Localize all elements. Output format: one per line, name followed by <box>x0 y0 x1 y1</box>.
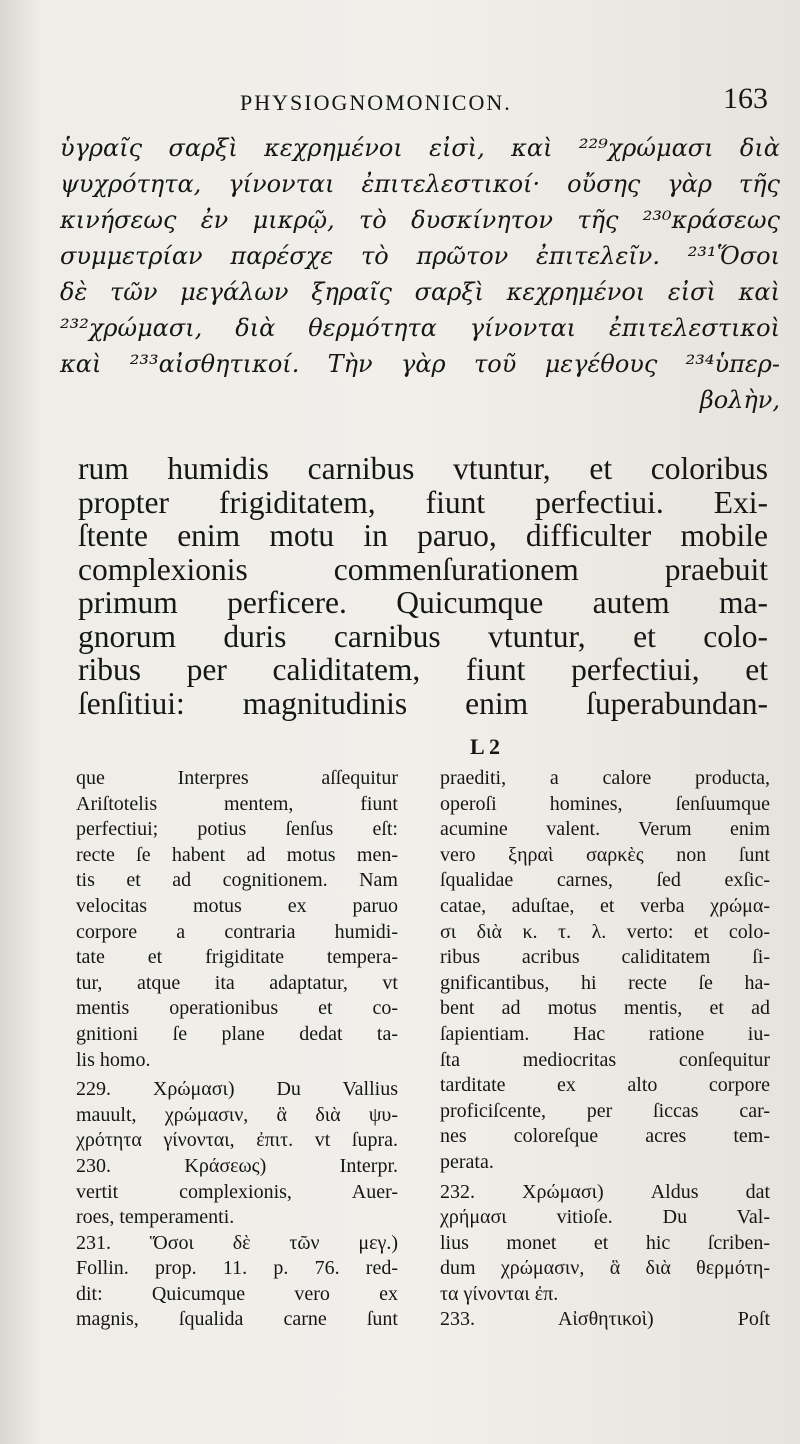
latin-line: ſtente enim motu in paruo, difficulter mobile <box>78 518 768 553</box>
page-header <box>240 82 780 122</box>
note-line: bent ad motus mentis, et ad <box>440 997 770 1020</box>
note-line: perfectiui; potius ſenſus eſt: <box>76 818 398 841</box>
greek-line: ψυχρότητα, γίνονται ἐπιτελεστικοί· οὔσης γὰρ τῆς <box>60 170 780 198</box>
latin-line: ſenſitiui: magnitudinis enim ſuperabundan- <box>78 685 768 721</box>
note-line: perata. <box>440 1150 494 1173</box>
latin-line: rum humidis carnibus vtuntur, et coloribus <box>78 451 768 486</box>
note-line: Follin. prop. 11. p. 76. red- <box>76 1257 398 1280</box>
notes-left-column <box>76 766 398 1333</box>
note-line: acumine valent. Verum enim <box>440 818 770 841</box>
greek-line: κινήσεως ἐν μικρῷ, τὸ δυσκίνητον τῆς ²³⁰κράσεως <box>60 206 780 234</box>
running-title: PHYSIOGNOMONICON. <box>240 90 512 115</box>
note-line: que Interpres aſſequitur <box>76 767 398 789</box>
note-line: roes, temperamenti. <box>76 1206 235 1229</box>
note-line: 233. Αἰσθητικοὶ) Poſt <box>440 1308 770 1331</box>
note-line: magnis, ſqualida carne ſunt <box>76 1308 398 1331</box>
greek-line: βολὴν, <box>699 386 780 414</box>
latin-line: gnorum duris carnibus vtuntur, et colo- <box>78 618 768 654</box>
note-line: velocitas motus ex paruo <box>76 894 398 917</box>
note-line: proficiſcente, per ſiccas car- <box>440 1099 770 1122</box>
greek-line: δὲ τῶν μεγάλων ξηραῖς σαρξὶ κεχρημένοι εἰσὶ καὶ <box>60 278 780 306</box>
note-line: praediti, a calore producta, <box>440 767 770 789</box>
note-line: ribus acribus caliditatem ſi- <box>440 946 770 969</box>
note-line: Ariſtotelis mentem, fiunt <box>76 792 398 815</box>
greek-line: ²³²χρώμασι, διὰ θερμότητα γίνονται ἐπιτελεστικοὶ <box>60 314 780 342</box>
note-line: catae, aduſtae, et verba χρώμα- <box>440 894 770 917</box>
greek-text-block <box>60 130 780 418</box>
note-line: tur, atque ita adaptatur, vt <box>76 971 398 994</box>
note-line: ſqualidae carnes, ſed exſic- <box>440 869 770 892</box>
note-line: mauult, χρώμασιν, ἃ διὰ ψυ- <box>76 1103 398 1126</box>
note-line: dum χρώμασιν, ἃ διὰ θερμότη- <box>440 1257 770 1280</box>
note-line: 230. Κράσεως) Interpr. <box>76 1154 398 1177</box>
page-number: 163 <box>723 82 768 115</box>
note-line: tis et ad cognitionem. Nam <box>76 869 398 892</box>
note-line: corpore a contraria humidi- <box>76 920 398 943</box>
note-line: dit: Quicumque vero ex <box>76 1282 398 1305</box>
notes-right-column <box>440 766 770 1333</box>
note-line: vero ξηραὶ σαρκὲς non ſunt <box>440 843 770 866</box>
note-line: ſta mediocritas conſequitur <box>440 1048 770 1071</box>
latin-line: ribus per caliditatem, fiunt perfectiui, et <box>78 652 768 687</box>
note-line: lius monet et hic ſcriben- <box>440 1231 770 1254</box>
signature-mark: L 2 <box>470 734 500 759</box>
note-line: mentis operationibus et co- <box>76 997 398 1020</box>
note-line: 229. Χρώμασι) Du Vallius <box>76 1078 398 1101</box>
note-line: 231. Ὅσοι δὲ τῶν μεγ.) <box>76 1231 398 1254</box>
note-line: χρήμασι vitioſe. Du Val- <box>440 1206 770 1229</box>
note-line: σι διὰ κ. τ. λ. verto: et colo- <box>440 920 770 943</box>
latin-line: complexionis commenſurationem praebuit <box>78 551 768 587</box>
note-line: 232. Χρώμασι) Aldus dat <box>440 1180 770 1203</box>
note-line: tarditate ex alto corpore <box>440 1074 770 1097</box>
note-line: χρότητα γίνονται, ἐπιτ. vt ſupra. <box>76 1129 398 1152</box>
latin-line: primum perficere. Quicumque autem ma- <box>78 585 768 620</box>
note-line: tate et frigiditate tempera- <box>76 946 398 969</box>
note-line: gnificantibus, hi recte ſe ha- <box>440 971 770 994</box>
greek-line: καὶ ²³³αἰσθητικοί. Τὴν γὰρ τοῦ μεγέθους ²³⁴ὑπερ- <box>60 350 780 378</box>
greek-line: συμμετρίαν παρέσχε τὸ πρῶτον ἐπιτελεῖν. ²³¹Ὅσοι <box>60 242 780 270</box>
latin-line: propter frigiditatem, fiunt perfectiui. Exi- <box>78 484 768 520</box>
note-line: nes coloreſque acres tem- <box>440 1125 770 1148</box>
note-line: recte ſe habent ad motus men- <box>76 843 398 866</box>
latin-text-block <box>78 452 768 720</box>
note-line: operoſi homines, ſenſuumque <box>440 792 770 815</box>
note-line: vertit complexionis, Auer- <box>76 1180 398 1203</box>
note-line: ſapientiam. Hac ratione iu- <box>440 1022 770 1045</box>
note-line: τα γίνονται ἐπ. <box>440 1282 559 1305</box>
note-line: lis homo. <box>76 1048 151 1071</box>
note-line: gnitioni ſe plane dedat ta- <box>76 1022 398 1045</box>
greek-line: ὑγραῖς σαρξὶ κεχρημένοι εἰσὶ, καὶ ²²⁹χρώμασι διὰ <box>60 134 780 162</box>
